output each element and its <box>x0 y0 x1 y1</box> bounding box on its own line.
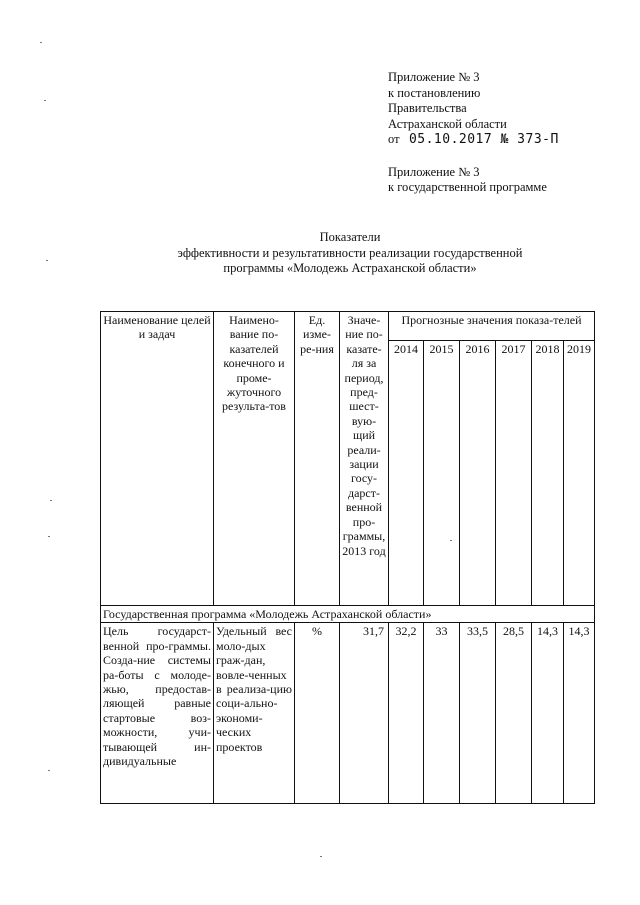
title-line: программы «Молодежь Астраханской области» <box>223 261 477 275</box>
scan-speck <box>320 856 322 857</box>
appendix-line: к государственной программе <box>388 180 547 194</box>
header-row <box>101 312 595 341</box>
header-year: 2017 <box>496 341 532 606</box>
header-goals: Наименование целей и задач <box>101 312 214 606</box>
scan-speck <box>48 536 50 537</box>
goal-cell: Цель государст-венной про-граммы. Созда-ние системы ра-боты с молоде-жью, предостав-ляющей равные стартовые воз-можности, учи-тывающей ин-дивидуальные <box>101 623 214 804</box>
header-year: 2014 <box>389 341 424 606</box>
year-value-cell: 32,2 <box>389 623 424 804</box>
year-value-cell: 14,3 <box>564 623 595 804</box>
program-name: Государственная программа «Молодежь Астраханской области» <box>101 606 595 623</box>
prior-value-cell: 31,7 <box>340 623 389 804</box>
header-year: 2015 <box>424 341 460 606</box>
decree-date-line <box>388 132 559 148</box>
scan-speck <box>46 260 48 261</box>
scan-speck <box>50 500 52 501</box>
appendix-line: к постановлению <box>388 85 481 100</box>
header-year: 2016 <box>460 341 496 606</box>
header-year: 2018 <box>532 341 564 606</box>
unit-cell: % <box>295 623 340 804</box>
appendix-line: Приложение № 3 <box>388 164 480 179</box>
document-title <box>100 230 600 277</box>
header-unit: Ед. изме-ре-ния <box>295 312 340 606</box>
year-value-cell: 33,5 <box>460 623 496 804</box>
table-row <box>101 623 595 804</box>
date-prefix: от <box>388 132 400 146</box>
title-line: Показатели <box>319 230 381 244</box>
scan-speck <box>450 540 452 541</box>
year-value-cell: 28,5 <box>496 623 532 804</box>
scan-speck <box>40 42 42 43</box>
decree-date-number: 05.10.2017 № 373-П <box>408 132 559 147</box>
title-line: эффективности и результативности реализации государственной <box>177 245 523 260</box>
appendix-line: Правительства <box>388 101 467 115</box>
appendix-block <box>388 70 559 196</box>
scan-speck <box>48 770 50 771</box>
header-indicators: Наимено-вание по-казателей конечного и проме-жуточного результа-тов <box>214 312 295 606</box>
indicators-table <box>100 311 595 804</box>
header-prior-value: Значе-ние по-казате-ля за период, пред-шест-вую-щий реали-зации госу-дарст-венной про-граммы, 2013 год <box>340 312 389 606</box>
header-year: 2019 <box>564 341 595 606</box>
header-forecast: Прогнозные значения показа-телей <box>389 312 595 341</box>
program-row <box>101 606 595 623</box>
appendix-line: Приложение № 3 <box>388 70 480 84</box>
scan-speck <box>44 100 46 101</box>
indicator-cell: Удельный вес моло-дых граж-дан, вовле-ченных в реализа-цию соци-ально-экономи-ческих проектов <box>214 623 295 804</box>
year-value-cell: 14,3 <box>532 623 564 804</box>
year-value-cell: 33 <box>424 623 460 804</box>
appendix-line: Астраханской области <box>388 116 507 131</box>
